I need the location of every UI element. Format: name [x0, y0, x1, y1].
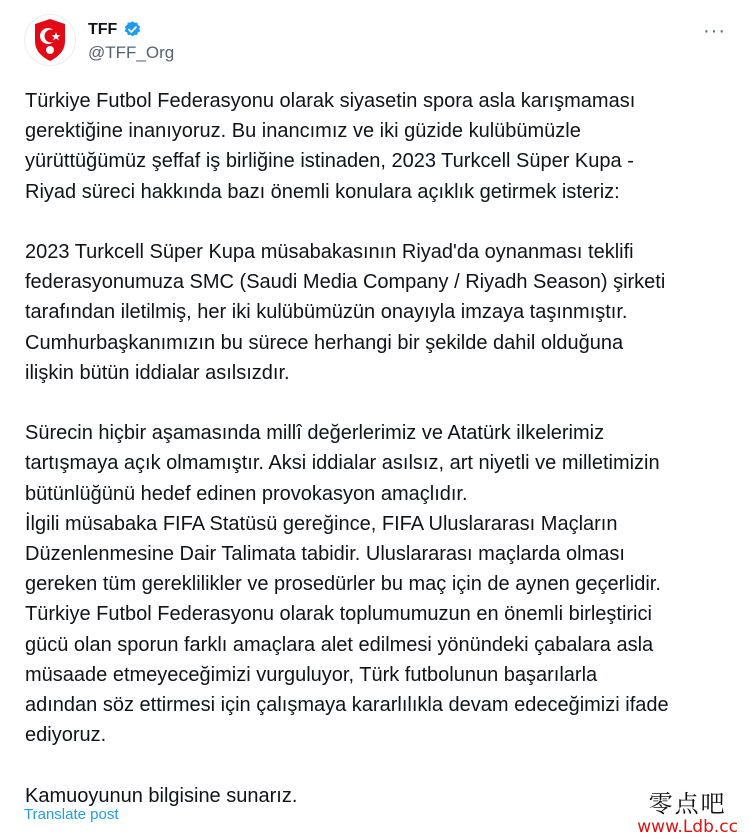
tweet-header: [24, 14, 734, 70]
watermark-url: www.Ldb.cc: [637, 817, 738, 837]
text-line: ediyoruz.: [25, 724, 107, 747]
text-line: Sürecin hiçbir aşamasında millî değerlerimiz ve Atatürk ilkelerimiz: [25, 422, 605, 445]
text-line: Kamuoyunun bilgisine sunarız.: [25, 784, 298, 807]
paragraph: [25, 86, 730, 207]
user-handle[interactable]: @TFF_Org: [88, 43, 175, 62]
text-line: Türkiye Futbol Federasyonu olarak toplumumuzun en önemli birleştirici: [25, 603, 652, 626]
text-line: gücü olan sporun farklı amaçlara alet edilmesi yönündeki çabalara asla: [25, 633, 654, 656]
text-line: yürüttüğümüz şeffaf iş birliğine istinaden, 2023 Turkcell Süper Kupa -: [25, 150, 634, 173]
text-line: gereken tüm gereklilikler ve prosedürler bu maç için de aynen geçerlidir.: [25, 573, 661, 596]
watermark: [637, 784, 738, 837]
text-line: İlgili müsabaka FIFA Statüsü gereğince, FIFA Uluslararası Maçların: [25, 512, 618, 535]
verified-badge-icon: [123, 20, 142, 39]
text-line: federasyonumuza SMC (Saudi Media Company / Riyadh Season) şirketi: [25, 271, 666, 294]
display-name[interactable]: TFF: [88, 20, 118, 38]
paragraph: [25, 781, 730, 811]
text-line: 2023 Turkcell Süper Kupa müsabakasının Riyad'da oynanması teklifi: [25, 241, 634, 263]
text-line: müsaade etmeyeceğimizi vurguluyor, Türk futbolunun başarılarla: [25, 663, 598, 686]
text-line: ilişkin bütün iddialar asılsızdır.: [25, 361, 290, 384]
text-line: bütünlüğünü hedef edinen provokasyon amaçlıdır.: [25, 482, 468, 505]
paragraph: [25, 237, 730, 388]
more-options-icon[interactable]: ···: [703, 20, 726, 42]
text-line: Riyad süreci hakkında bazı önemli konulara açıklık getirmek isteriz:: [25, 180, 620, 203]
tff-crest-logo: [25, 15, 75, 65]
text-line: Düzenlenmesine Dair Talimata tabidir. Uluslararası maçlarda olması: [25, 543, 625, 566]
text-line: gerektiğine inanıyoruz. Bu inancımız ve iki güzide kulübümüzle: [25, 120, 581, 143]
translate-post-link[interactable]: Translate post: [24, 806, 119, 823]
text-line: tartışmaya açık olmamıştır. Aksi iddialar asılsız, art niyetli ve milletimizin: [25, 452, 660, 475]
tweet-body: [25, 86, 730, 811]
text-line: adından söz ettirmesi için çalışmaya kararlılıkla devam edeceğimizi ifade: [25, 694, 669, 717]
text-line: Cumhurbaşkanımızın bu sürece herhangi bir şekilde dahil olduğuna: [25, 331, 624, 354]
avatar[interactable]: [24, 14, 76, 66]
text-line: Türkiye Futbol Federasyonu olarak siyasetin spora asla karışmaması: [25, 90, 636, 112]
text-line: tarafından iletilmiş, her iki kulübümüzün onayıyla imzaya taşınmıştır.: [25, 301, 628, 324]
watermark-chinese: 零点吧: [648, 790, 727, 818]
paragraph: [25, 418, 730, 750]
